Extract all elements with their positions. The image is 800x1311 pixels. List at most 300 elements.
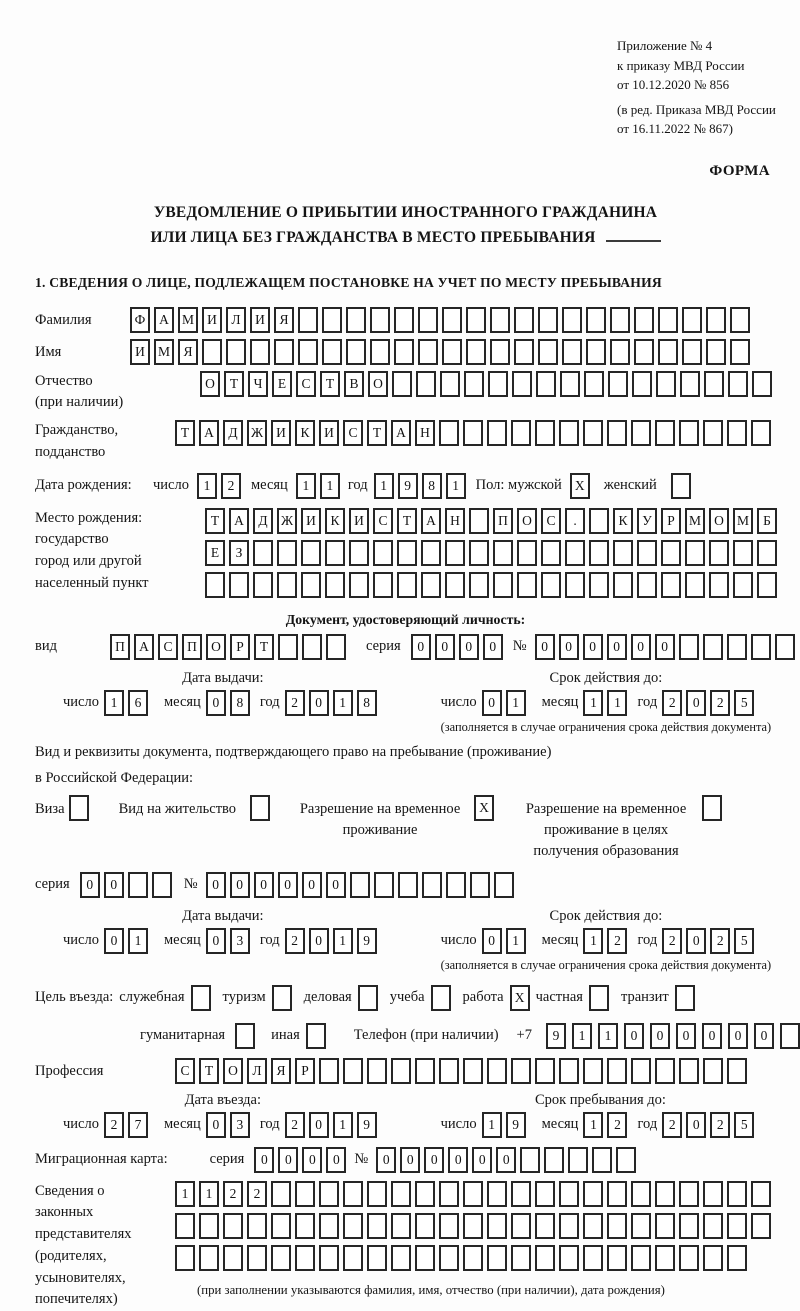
char-cell[interactable]: [391, 1245, 411, 1271]
char-cell[interactable]: 5: [734, 928, 754, 954]
char-cell[interactable]: [440, 371, 460, 397]
char-cell[interactable]: 0: [309, 690, 329, 716]
char-cell[interactable]: 0: [535, 634, 555, 660]
char-cell[interactable]: [607, 1181, 627, 1207]
char-cell[interactable]: Р: [661, 508, 681, 534]
char-cell[interactable]: Ж: [247, 420, 267, 446]
char-cell[interactable]: [295, 1213, 315, 1239]
char-cell[interactable]: А: [134, 634, 154, 660]
char-cell[interactable]: [253, 540, 273, 566]
char-cell[interactable]: 0: [686, 690, 706, 716]
char-cell[interactable]: [751, 634, 771, 660]
char-cell[interactable]: [589, 508, 609, 534]
char-cell[interactable]: [343, 1245, 363, 1271]
char-cell[interactable]: А: [391, 420, 411, 446]
char-cell[interactable]: 0: [230, 872, 250, 898]
char-cell[interactable]: Т: [367, 420, 387, 446]
visa-checkbox[interactable]: [69, 795, 89, 821]
char-cell[interactable]: Д: [253, 508, 273, 534]
char-cell[interactable]: 1: [506, 690, 526, 716]
char-cell[interactable]: [445, 540, 465, 566]
char-cell[interactable]: [301, 540, 321, 566]
char-cell[interactable]: [446, 872, 466, 898]
purpose-tourism-checkbox[interactable]: [272, 985, 292, 1011]
char-cell[interactable]: [583, 1058, 603, 1084]
char-cell[interactable]: 1: [199, 1181, 219, 1207]
char-cell[interactable]: [397, 572, 417, 598]
char-cell[interactable]: 0: [278, 872, 298, 898]
char-cell[interactable]: [679, 1213, 699, 1239]
char-cell[interactable]: 0: [496, 1147, 516, 1173]
char-cell[interactable]: [374, 872, 394, 898]
char-cell[interactable]: [517, 572, 537, 598]
char-cell[interactable]: 2: [607, 1112, 627, 1138]
char-cell[interactable]: [608, 371, 628, 397]
char-cell[interactable]: [584, 371, 604, 397]
char-cell[interactable]: 0: [676, 1023, 696, 1049]
char-cell[interactable]: И: [301, 508, 321, 534]
char-cell[interactable]: [373, 572, 393, 598]
char-cell[interactable]: 2: [223, 1181, 243, 1207]
char-cell[interactable]: 2: [607, 928, 627, 954]
char-cell[interactable]: [727, 420, 747, 446]
char-cell[interactable]: [559, 1058, 579, 1084]
char-cell[interactable]: [583, 1245, 603, 1271]
char-cell[interactable]: [202, 339, 222, 365]
char-cell[interactable]: [325, 572, 345, 598]
char-cell[interactable]: [421, 540, 441, 566]
char-cell[interactable]: А: [421, 508, 441, 534]
char-cell[interactable]: Д: [223, 420, 243, 446]
char-cell[interactable]: [415, 1213, 435, 1239]
char-cell[interactable]: 2: [662, 1112, 682, 1138]
char-cell[interactable]: [607, 1245, 627, 1271]
char-cell[interactable]: [658, 307, 678, 333]
char-cell[interactable]: [487, 1181, 507, 1207]
char-cell[interactable]: [247, 1213, 267, 1239]
char-cell[interactable]: [445, 572, 465, 598]
char-cell[interactable]: У: [637, 508, 657, 534]
char-cell[interactable]: [488, 371, 508, 397]
char-cell[interactable]: 0: [302, 872, 322, 898]
char-cell[interactable]: 1: [572, 1023, 592, 1049]
char-cell[interactable]: 0: [309, 928, 329, 954]
char-cell[interactable]: Я: [271, 1058, 291, 1084]
char-cell[interactable]: М: [178, 307, 198, 333]
purpose-business-checkbox[interactable]: [358, 985, 378, 1011]
char-cell[interactable]: [682, 307, 702, 333]
char-cell[interactable]: Л: [247, 1058, 267, 1084]
char-cell[interactable]: [442, 307, 462, 333]
char-cell[interactable]: 0: [309, 1112, 329, 1138]
char-cell[interactable]: [226, 339, 246, 365]
char-cell[interactable]: [559, 1245, 579, 1271]
char-cell[interactable]: И: [319, 420, 339, 446]
char-cell[interactable]: [751, 1213, 771, 1239]
char-cell[interactable]: 0: [686, 1112, 706, 1138]
char-cell[interactable]: [655, 1245, 675, 1271]
char-cell[interactable]: [655, 1213, 675, 1239]
char-cell[interactable]: 0: [728, 1023, 748, 1049]
char-cell[interactable]: 0: [80, 872, 100, 898]
char-cell[interactable]: [250, 339, 270, 365]
char-cell[interactable]: [271, 1213, 291, 1239]
char-cell[interactable]: 0: [104, 928, 124, 954]
char-cell[interactable]: 1: [482, 1112, 502, 1138]
char-cell[interactable]: [613, 572, 633, 598]
char-cell[interactable]: Я: [274, 307, 294, 333]
char-cell[interactable]: [391, 1181, 411, 1207]
char-cell[interactable]: [706, 307, 726, 333]
char-cell[interactable]: 2: [104, 1112, 124, 1138]
char-cell[interactable]: 2: [710, 690, 730, 716]
char-cell[interactable]: [727, 1213, 747, 1239]
purpose-private-checkbox[interactable]: [589, 985, 609, 1011]
char-cell[interactable]: [175, 1213, 195, 1239]
char-cell[interactable]: [322, 307, 342, 333]
char-cell[interactable]: [613, 540, 633, 566]
char-cell[interactable]: 0: [482, 690, 502, 716]
char-cell[interactable]: 2: [662, 690, 682, 716]
char-cell[interactable]: [295, 1245, 315, 1271]
char-cell[interactable]: [469, 572, 489, 598]
char-cell[interactable]: 5: [734, 1112, 754, 1138]
char-cell[interactable]: [757, 540, 777, 566]
char-cell[interactable]: 0: [254, 872, 274, 898]
char-cell[interactable]: [398, 872, 418, 898]
char-cell[interactable]: [709, 572, 729, 598]
char-cell[interactable]: [733, 540, 753, 566]
char-cell[interactable]: 6: [128, 690, 148, 716]
char-cell[interactable]: [343, 1213, 363, 1239]
char-cell[interactable]: [175, 1245, 195, 1271]
char-cell[interactable]: [562, 339, 582, 365]
char-cell[interactable]: [442, 339, 462, 365]
char-cell[interactable]: [757, 572, 777, 598]
char-cell[interactable]: [637, 540, 657, 566]
char-cell[interactable]: [780, 1023, 800, 1049]
char-cell[interactable]: 0: [472, 1147, 492, 1173]
char-cell[interactable]: 1: [333, 928, 353, 954]
char-cell[interactable]: [565, 540, 585, 566]
char-cell[interactable]: [463, 1245, 483, 1271]
char-cell[interactable]: 2: [285, 1112, 305, 1138]
char-cell[interactable]: [322, 339, 342, 365]
char-cell[interactable]: [487, 1245, 507, 1271]
char-cell[interactable]: П: [110, 634, 130, 660]
char-cell[interactable]: [469, 540, 489, 566]
char-cell[interactable]: 0: [206, 872, 226, 898]
char-cell[interactable]: [367, 1213, 387, 1239]
char-cell[interactable]: [656, 371, 676, 397]
char-cell[interactable]: [463, 420, 483, 446]
char-cell[interactable]: [152, 872, 172, 898]
char-cell[interactable]: [703, 634, 723, 660]
char-cell[interactable]: 0: [583, 634, 603, 660]
char-cell[interactable]: Н: [415, 420, 435, 446]
char-cell[interactable]: [128, 872, 148, 898]
char-cell[interactable]: [703, 1058, 723, 1084]
char-cell[interactable]: С: [373, 508, 393, 534]
char-cell[interactable]: 1: [506, 928, 526, 954]
char-cell[interactable]: [274, 339, 294, 365]
char-cell[interactable]: [470, 872, 490, 898]
char-cell[interactable]: [520, 1147, 540, 1173]
char-cell[interactable]: Л: [226, 307, 246, 333]
char-cell[interactable]: 8: [357, 690, 377, 716]
char-cell[interactable]: О: [223, 1058, 243, 1084]
char-cell[interactable]: [422, 872, 442, 898]
char-cell[interactable]: [319, 1058, 339, 1084]
char-cell[interactable]: И: [130, 339, 150, 365]
char-cell[interactable]: [223, 1245, 243, 1271]
char-cell[interactable]: [326, 634, 346, 660]
char-cell[interactable]: О: [709, 508, 729, 534]
char-cell[interactable]: 0: [702, 1023, 722, 1049]
char-cell[interactable]: О: [206, 634, 226, 660]
char-cell[interactable]: 1: [598, 1023, 618, 1049]
char-cell[interactable]: 1: [333, 1112, 353, 1138]
char-cell[interactable]: И: [250, 307, 270, 333]
char-cell[interactable]: [511, 420, 531, 446]
char-cell[interactable]: С: [175, 1058, 195, 1084]
temp-residence-checkbox[interactable]: X: [474, 795, 494, 821]
char-cell[interactable]: Р: [295, 1058, 315, 1084]
char-cell[interactable]: [370, 339, 390, 365]
char-cell[interactable]: [727, 634, 747, 660]
char-cell[interactable]: [421, 572, 441, 598]
char-cell[interactable]: 2: [247, 1181, 267, 1207]
char-cell[interactable]: [559, 1213, 579, 1239]
char-cell[interactable]: [703, 1213, 723, 1239]
char-cell[interactable]: [367, 1181, 387, 1207]
char-cell[interactable]: 0: [435, 634, 455, 660]
char-cell[interactable]: 3: [230, 928, 250, 954]
char-cell[interactable]: 0: [482, 928, 502, 954]
char-cell[interactable]: К: [613, 508, 633, 534]
char-cell[interactable]: [511, 1181, 531, 1207]
char-cell[interactable]: 9: [398, 473, 418, 499]
char-cell[interactable]: [493, 540, 513, 566]
char-cell[interactable]: [775, 634, 795, 660]
char-cell[interactable]: 1: [446, 473, 466, 499]
char-cell[interactable]: [350, 872, 370, 898]
char-cell[interactable]: [751, 420, 771, 446]
char-cell[interactable]: [586, 339, 606, 365]
char-cell[interactable]: [253, 572, 273, 598]
char-cell[interactable]: [469, 508, 489, 534]
char-cell[interactable]: 0: [206, 928, 226, 954]
char-cell[interactable]: [631, 1213, 651, 1239]
char-cell[interactable]: Т: [254, 634, 274, 660]
char-cell[interactable]: М: [733, 508, 753, 534]
char-cell[interactable]: [679, 1245, 699, 1271]
char-cell[interactable]: [752, 371, 772, 397]
char-cell[interactable]: [394, 307, 414, 333]
char-cell[interactable]: [319, 1181, 339, 1207]
char-cell[interactable]: [559, 420, 579, 446]
char-cell[interactable]: .: [565, 508, 585, 534]
char-cell[interactable]: С: [343, 420, 363, 446]
char-cell[interactable]: [490, 339, 510, 365]
char-cell[interactable]: [367, 1058, 387, 1084]
char-cell[interactable]: 1: [197, 473, 217, 499]
char-cell[interactable]: А: [154, 307, 174, 333]
char-cell[interactable]: Я: [178, 339, 198, 365]
char-cell[interactable]: [346, 307, 366, 333]
char-cell[interactable]: [367, 1245, 387, 1271]
char-cell[interactable]: [655, 1058, 675, 1084]
char-cell[interactable]: [535, 1058, 555, 1084]
char-cell[interactable]: 2: [710, 1112, 730, 1138]
char-cell[interactable]: [565, 572, 585, 598]
purpose-other-checkbox[interactable]: [306, 1023, 326, 1049]
char-cell[interactable]: [616, 1147, 636, 1173]
char-cell[interactable]: 0: [302, 1147, 322, 1173]
char-cell[interactable]: [535, 1181, 555, 1207]
char-cell[interactable]: [661, 540, 681, 566]
char-cell[interactable]: [349, 540, 369, 566]
char-cell[interactable]: 2: [710, 928, 730, 954]
purpose-transit-checkbox[interactable]: [675, 985, 695, 1011]
char-cell[interactable]: З: [229, 540, 249, 566]
char-cell[interactable]: [733, 572, 753, 598]
char-cell[interactable]: 2: [221, 473, 241, 499]
char-cell[interactable]: 1: [333, 690, 353, 716]
char-cell[interactable]: К: [325, 508, 345, 534]
char-cell[interactable]: 9: [546, 1023, 566, 1049]
char-cell[interactable]: И: [271, 420, 291, 446]
char-cell[interactable]: [392, 371, 412, 397]
char-cell[interactable]: [247, 1245, 267, 1271]
char-cell[interactable]: [568, 1147, 588, 1173]
char-cell[interactable]: 9: [357, 1112, 377, 1138]
char-cell[interactable]: Е: [205, 540, 225, 566]
char-cell[interactable]: [655, 420, 675, 446]
char-cell[interactable]: [373, 540, 393, 566]
char-cell[interactable]: [319, 1213, 339, 1239]
char-cell[interactable]: [277, 572, 297, 598]
char-cell[interactable]: [487, 1213, 507, 1239]
char-cell[interactable]: 0: [448, 1147, 468, 1173]
char-cell[interactable]: [418, 339, 438, 365]
char-cell[interactable]: А: [229, 508, 249, 534]
char-cell[interactable]: И: [202, 307, 222, 333]
char-cell[interactable]: [685, 540, 705, 566]
char-cell[interactable]: [514, 307, 534, 333]
char-cell[interactable]: [751, 1181, 771, 1207]
char-cell[interactable]: [730, 307, 750, 333]
char-cell[interactable]: Б: [757, 508, 777, 534]
char-cell[interactable]: [680, 371, 700, 397]
char-cell[interactable]: [463, 1213, 483, 1239]
char-cell[interactable]: 0: [686, 928, 706, 954]
char-cell[interactable]: 0: [326, 1147, 346, 1173]
char-cell[interactable]: [463, 1181, 483, 1207]
char-cell[interactable]: [415, 1245, 435, 1271]
char-cell[interactable]: [631, 1181, 651, 1207]
char-cell[interactable]: [655, 1181, 675, 1207]
char-cell[interactable]: [634, 339, 654, 365]
char-cell[interactable]: [560, 371, 580, 397]
char-cell[interactable]: 0: [754, 1023, 774, 1049]
char-cell[interactable]: 1: [583, 928, 603, 954]
char-cell[interactable]: [704, 371, 724, 397]
char-cell[interactable]: [727, 1181, 747, 1207]
char-cell[interactable]: [298, 339, 318, 365]
char-cell[interactable]: [634, 307, 654, 333]
char-cell[interactable]: [632, 371, 652, 397]
char-cell[interactable]: [343, 1058, 363, 1084]
char-cell[interactable]: [589, 540, 609, 566]
char-cell[interactable]: С: [296, 371, 316, 397]
char-cell[interactable]: [493, 572, 513, 598]
purpose-official-checkbox[interactable]: [191, 985, 211, 1011]
char-cell[interactable]: 0: [326, 872, 346, 898]
char-cell[interactable]: 0: [655, 634, 675, 660]
char-cell[interactable]: 0: [400, 1147, 420, 1173]
char-cell[interactable]: 9: [357, 928, 377, 954]
char-cell[interactable]: 1: [296, 473, 316, 499]
char-cell[interactable]: [589, 572, 609, 598]
char-cell[interactable]: [559, 1181, 579, 1207]
char-cell[interactable]: [637, 572, 657, 598]
char-cell[interactable]: 0: [376, 1147, 396, 1173]
char-cell[interactable]: 1: [128, 928, 148, 954]
char-cell[interactable]: [514, 339, 534, 365]
char-cell[interactable]: 7: [128, 1112, 148, 1138]
char-cell[interactable]: [658, 339, 678, 365]
char-cell[interactable]: О: [517, 508, 537, 534]
char-cell[interactable]: [682, 339, 702, 365]
char-cell[interactable]: [592, 1147, 612, 1173]
purpose-work-checkbox[interactable]: X: [510, 985, 530, 1011]
char-cell[interactable]: [199, 1245, 219, 1271]
char-cell[interactable]: [610, 339, 630, 365]
char-cell[interactable]: 0: [483, 634, 503, 660]
char-cell[interactable]: [490, 307, 510, 333]
char-cell[interactable]: Ч: [248, 371, 268, 397]
char-cell[interactable]: С: [158, 634, 178, 660]
char-cell[interactable]: 0: [607, 634, 627, 660]
char-cell[interactable]: О: [368, 371, 388, 397]
char-cell[interactable]: [631, 1058, 651, 1084]
char-cell[interactable]: 0: [104, 872, 124, 898]
char-cell[interactable]: [607, 1213, 627, 1239]
char-cell[interactable]: 0: [254, 1147, 274, 1173]
char-cell[interactable]: Т: [175, 420, 195, 446]
char-cell[interactable]: 0: [278, 1147, 298, 1173]
char-cell[interactable]: [511, 1245, 531, 1271]
char-cell[interactable]: В: [344, 371, 364, 397]
char-cell[interactable]: 0: [650, 1023, 670, 1049]
char-cell[interactable]: Т: [397, 508, 417, 534]
char-cell[interactable]: М: [154, 339, 174, 365]
char-cell[interactable]: [685, 572, 705, 598]
char-cell[interactable]: 8: [230, 690, 250, 716]
char-cell[interactable]: [295, 1181, 315, 1207]
char-cell[interactable]: [631, 420, 651, 446]
char-cell[interactable]: [583, 420, 603, 446]
char-cell[interactable]: [583, 1213, 603, 1239]
char-cell[interactable]: [730, 339, 750, 365]
char-cell[interactable]: [538, 339, 558, 365]
char-cell[interactable]: [302, 634, 322, 660]
char-cell[interactable]: [538, 307, 558, 333]
char-cell[interactable]: [727, 1245, 747, 1271]
char-cell[interactable]: Т: [205, 508, 225, 534]
char-cell[interactable]: М: [685, 508, 705, 534]
